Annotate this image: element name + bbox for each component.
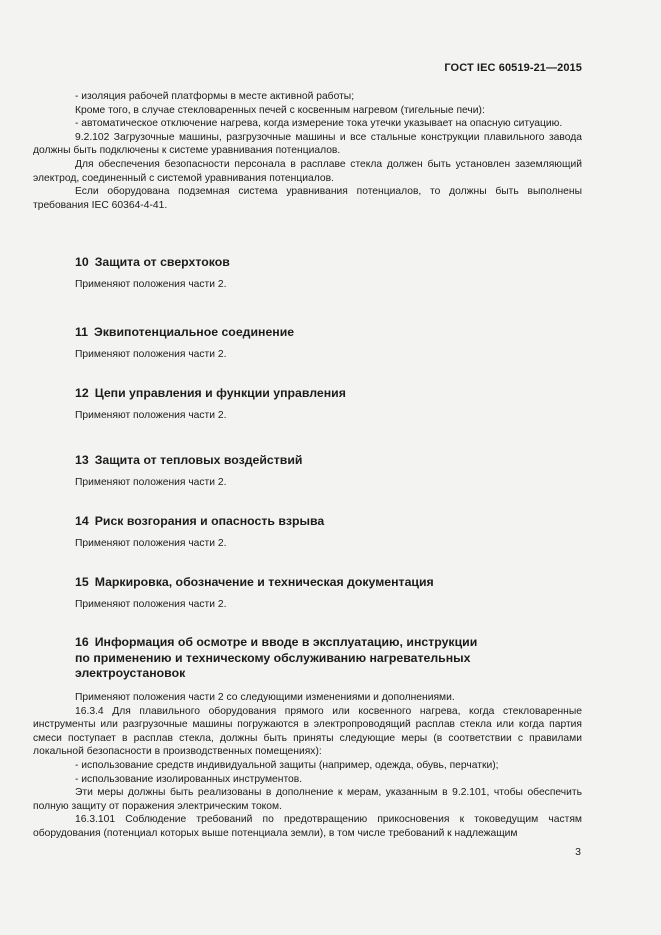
section-title-line: электроустановок [75,666,186,680]
paragraph: - использование средств индивидуальной защиты (например, одежда, обувь, перчатки); [75,759,499,771]
intro-block [33,90,582,212]
section-heading [75,575,434,591]
paragraph: 16.3.101 Соблюдение требований по предотвращению прикосновения к токоведущим частям оборудования (потенциал которых выше потенциала земли), в том числе требований к надлежащим [33,814,582,839]
section-title: Риск возгорания и опасность взрыва [94,514,325,528]
section-number: 11 [75,325,88,339]
paragraph: - изоляция рабочей платформы в месте активной работы; [75,91,355,102]
page-number: 3 [575,846,581,858]
section-number: 14 [75,514,89,528]
paragraph: Для обеспечения безопасности персонала в расплаве стекла должен быть установлен заземляющий электрод, соединенный с системой уравнивания потенциалов. [33,158,582,184]
paragraph: - использование изолированных инструментов. [75,773,303,785]
section16-body [33,691,582,841]
section-title: Цепи управления и функции управления [94,386,346,400]
section-heading [75,514,324,530]
paragraph: - автоматическое отключение нагрева, когда измерение тока утечки указывает на опасную ситуацию. [75,118,563,130]
section-text: Применяют положения части 2. [75,410,227,421]
section-text: Применяют положения части 2. [75,538,227,549]
section-text: Применяют положения части 2. [75,477,227,488]
section-number: 16 [75,635,89,649]
section-title-line: по применению и техническому обслуживанию нагревательных [75,650,471,665]
section-heading [75,386,346,402]
section-title: Защита от сверхтоков [94,255,230,269]
paragraph: Кроме того, в случае стекловаренных печей с косвенным нагревом (тигельные печи): [75,104,485,116]
section-text: Применяют положения части 2. [75,599,227,610]
section-title-line: Информация об осмотре и вводе в эксплуатацию, инструкции [94,635,478,649]
document-header: ГОСТ IEC 60519-21—2015 [444,62,582,74]
section-title: Защита от тепловых воздействий [94,453,303,467]
paragraph: Применяют положения части 2 со следующими изменениями и дополнениями. [75,692,455,703]
paragraph: Если оборудована подземная система уравнивания потенциалов, то должны быть выполнены требования IEC 60364-4-41. [33,186,582,211]
section-heading [75,453,302,469]
section-heading [75,325,294,341]
section-heading [75,635,545,682]
section-number: 12 [75,386,89,400]
section-number: 13 [75,453,89,467]
section-title: Эквипотенциальное соединение [94,325,295,339]
section-number: 15 [75,575,89,589]
paragraph: 16.3.4 Для плавильного оборудования прямого или косвенного нагрева, когда стекловаренные инструменты или разгрузочные машины погружаются в электропроводящий расплав стекла или когда партия смеси поступает в расплав стекла, должны быть приняты следующие меры (в соответствии с правилами локальной безопасности в производственных помещениях): [33,705,582,758]
section-title: Маркировка, обозначение и техническая документация [94,575,434,589]
section-number: 10 [75,255,89,269]
paragraph: Эти меры должны быть реализованы в дополнение к мерам, указанным в 9.2.101, чтобы обеспечить полную защиту от поражения электрическим током. [33,787,582,812]
section-heading [75,255,230,271]
section-text: Применяют положения части 2. [75,349,227,360]
paragraph: 9.2.102 Загрузочные машины, разгрузочные машины и все стальные конструкции плавильного завода должны быть подключены к системе уравнивания потенциалов. [33,131,582,157]
section-text: Применяют положения части 2. [75,279,227,290]
